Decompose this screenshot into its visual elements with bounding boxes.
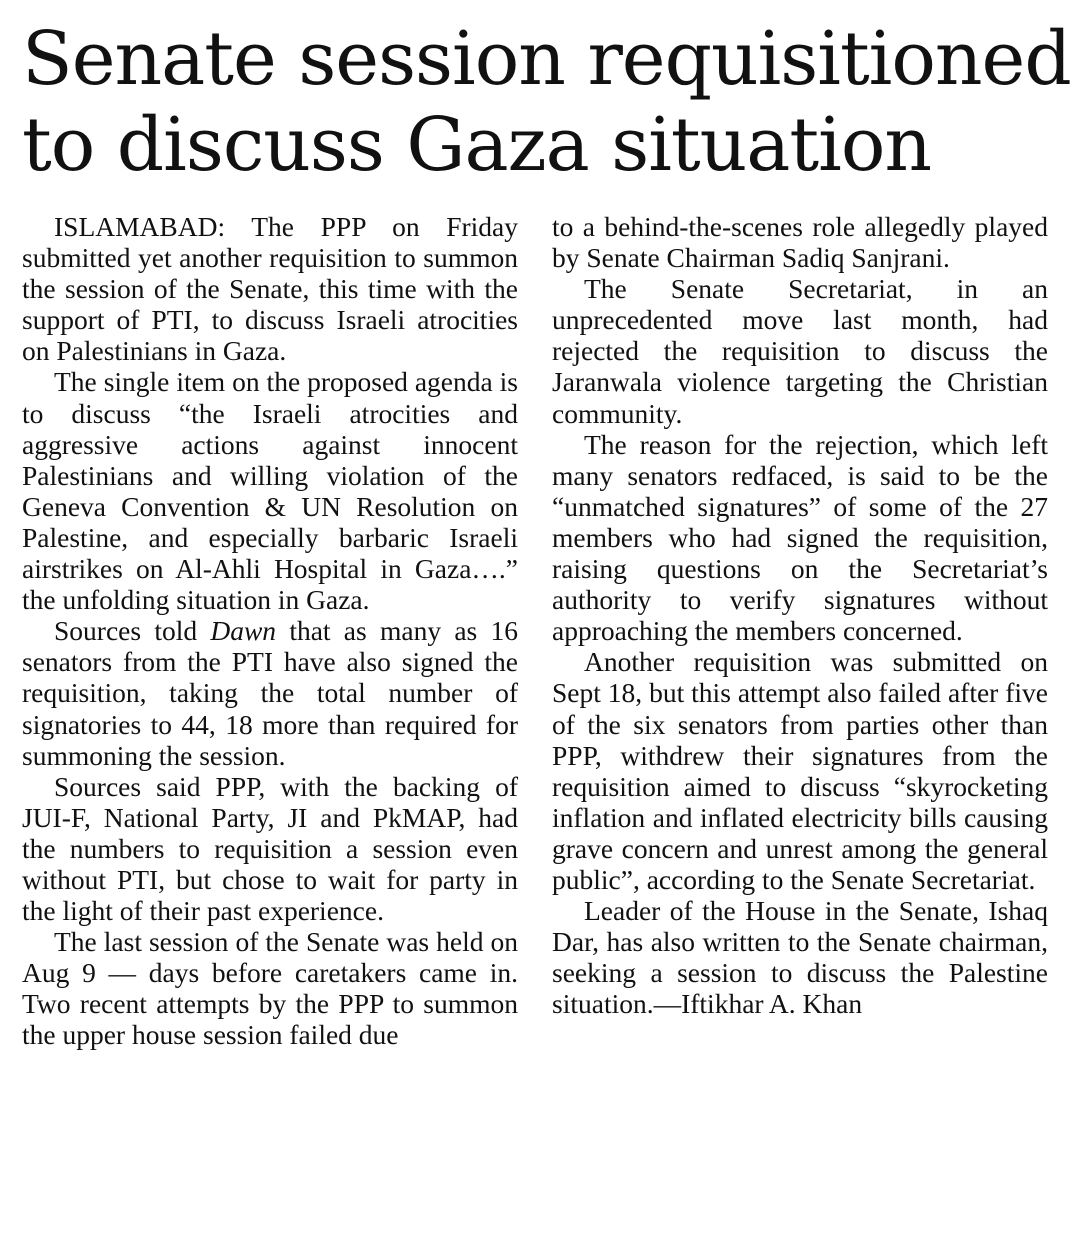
paragraph-text: that as many as 16 senators from the PTI have also signed the requisition, taking the total number of signatories to 44, 18 more than required for summoning the session.	[22, 615, 518, 771]
article-paragraph: Sources said PPP, with the backing of JUI-F, National Party, JI and PkMAP, had the numbers to requisition a session even without PTI, but chose to wait for party in the light of their past experience.	[22, 770, 518, 927]
article-paragraph-sources	[22, 615, 518, 770]
publication-name: Dawn	[210, 615, 277, 647]
article-paragraph: The Senate Secretariat, in an unprecedented move last month, had rejected the requisition to discuss the Jaranwala violence targeting the Christian community.	[552, 273, 1048, 429]
article-paragraph: Another requisition was submitted on Sept 18, but this attempt also failed after five of the six senators from parties other than PPP, withdrew their signatures from the requisition aimed to discuss “skyrocketing inflation and inflated electricity bills causing grave concern and unrest among the general public”, according to the Senate Secretariat.	[552, 646, 1048, 895]
article-paragraph: The reason for the rejection, which left many senators redfaced, is said to be the “unmatched signatures” of some of the 27 members who had signed the requisition, raising questions on the Secretariat’s authority to verify signatures without approaching the members concerned.	[552, 428, 1048, 647]
headline	[22, 16, 1071, 188]
article-paragraph-continued: to a behind-the-scenes role allegedly played by Senate Chairman Sadiq Sanjrani.	[552, 211, 1048, 274]
article-paragraph-dateline: ISLAMABAD: The PPP on Friday submitted yet another requisition to summon the session of the Senate, this time with the support of PTI, to discuss Israeli atrocities on Palestinians in Gaza.	[22, 211, 518, 367]
headline-line-2: to discuss Gaza situation	[22, 102, 932, 188]
article-paragraph-byline: Leader of the House in the Senate, Ishaq Dar, has also written to the Senate chairman, seeking a session to discuss the Palestine situation.—Iftikhar A. Khan	[552, 895, 1048, 1020]
article-column-right	[552, 211, 1048, 1019]
article-column-left	[22, 211, 518, 1051]
article-paragraph: The single item on the proposed agenda is to discuss “the Israeli atrocities and aggressive actions against innocent Palestinians and willing violation of the Geneva Convention & UN Resolution on Palestine, and especially barbaric Israeli airstrikes on Al-Ahli Hospital in Gaza….” the unfolding situation in Gaza.	[22, 366, 518, 616]
paragraph-text: Sources told	[54, 615, 211, 647]
article-paragraph: The last session of the Senate was held on Aug 9 — days before caretakers came in. Two recent attempts by the PPP to summon the upper house session failed due	[22, 926, 518, 1051]
headline-line-1: Senate session requisitioned	[22, 16, 1071, 102]
